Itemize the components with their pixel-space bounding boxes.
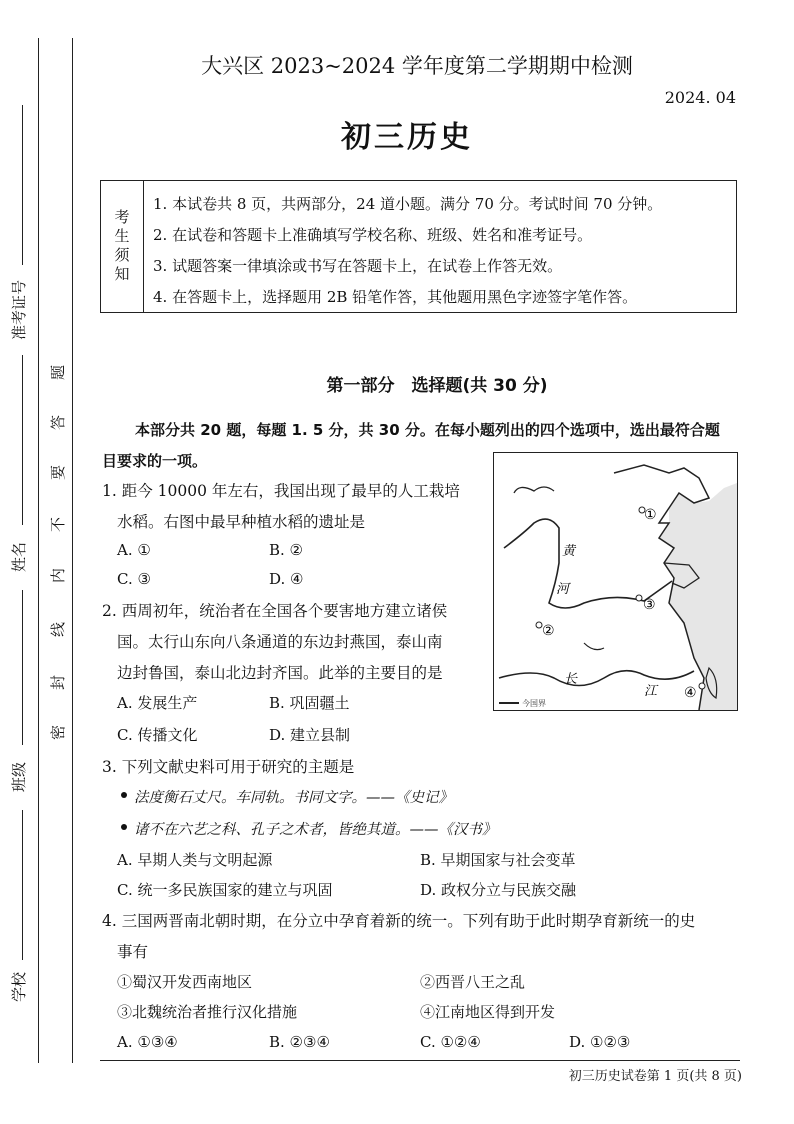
notice-item: 1. 本试卷共 8 页，共两部分，24 道小题。满分 70 分。考试时间 70 分钟。: [153, 195, 663, 213]
seal-char: 要: [49, 464, 67, 480]
river-label: 黄: [562, 544, 576, 559]
q3-option-d: D. 政权分立与民族交融: [420, 881, 577, 899]
historical-map: [493, 452, 738, 711]
margin-line-outer: [38, 38, 39, 1063]
question-2-cont: 国。太行山东向八条通道的东边封燕国，泰山南: [117, 633, 443, 651]
map-marker: ②: [542, 623, 555, 639]
section-intro-cont: 目要求的一项。: [102, 452, 208, 470]
footer-rule: [100, 1060, 740, 1061]
notice-item: 3. 试题答案一律填涂或书写在答题卡上，在试卷上作答无效。: [153, 257, 563, 275]
map-legend: 今国界: [522, 699, 546, 708]
notice-label: 考生须知: [101, 181, 144, 312]
seal-char: 不: [49, 516, 67, 532]
notice-item: 4. 在答题卡上，选择题用 2B 铅笔作答，其他题用黑色字迹签字笔作答。: [153, 288, 638, 306]
seal-char: 内: [49, 567, 67, 583]
q4-option-c: C. ①②④: [420, 1033, 481, 1051]
tributary: [514, 487, 554, 493]
q3-quote-1: 法度衡石丈尺。车同轨。书同文字。——《史记》: [134, 790, 453, 806]
q1-option-b: B. ②: [269, 541, 304, 559]
margin-label-name: 姓名: [10, 541, 28, 572]
q4-item-4: ④江南地区得到开发: [420, 1003, 556, 1021]
question-1-cont: 水稻。右图中最早种植水稻的遗址是: [117, 513, 366, 531]
q4-item-1: ①蜀汉开发西南地区: [117, 973, 253, 991]
question-2-cont: 边封鲁国，泰山北边封齐国。此举的主要目的是: [117, 664, 443, 682]
q4-option-b: B. ②③④: [269, 1033, 330, 1051]
school-underline: [22, 810, 23, 960]
river-branch: [584, 643, 604, 650]
question-4-cont: 事有: [117, 943, 149, 961]
q3-option-c: C. 统一多民族国家的建立与巩固: [117, 881, 333, 899]
q4-item-2: ②西晋八王之乱: [420, 973, 526, 991]
margin-label-exam-number: 准考证号: [10, 279, 28, 340]
map-marker: ④: [684, 685, 697, 701]
q2-option-b: B. 巩固疆土: [269, 694, 350, 712]
section-heading: 第一部分 选择题(共 30 分): [326, 376, 548, 396]
seal-char: 线: [49, 621, 67, 637]
page-footer: 初三历史试卷第 1 页(共 8 页): [568, 1069, 742, 1084]
exam-date: 2024. 04: [664, 88, 736, 107]
yellow-river: [504, 519, 672, 608]
margin-label-school: 学校: [10, 971, 28, 1002]
seal-char: 密: [49, 724, 67, 740]
section-intro: 本部分共 20 题，每题 1. 5 分，共 30 分。在每小题列出的四个选项中，选出最符合题: [135, 421, 720, 439]
question-2: 2. 西周初年，统治者在全国各个要害地方建立诸侯: [102, 602, 448, 620]
river-label: 江: [644, 684, 658, 699]
seal-char: 题: [49, 364, 67, 380]
site-dot: [699, 683, 705, 689]
q1-option-c: C. ③: [117, 570, 151, 588]
river-label: 河: [556, 582, 570, 597]
class-underline: [22, 590, 23, 745]
bullet-icon: [121, 824, 127, 830]
question-4: 4. 三国两晋南北朝时期，在分立中孕育着新的统一。下列有助于此时期孕育新统一的史: [102, 912, 696, 930]
q2-option-d: D. 建立县制: [269, 726, 351, 744]
q1-option-a: A. ①: [117, 541, 151, 559]
map-drawing: [494, 453, 737, 710]
q1-option-d: D. ④: [269, 570, 304, 588]
subject-title: 初三历史: [341, 120, 473, 155]
q4-option-d: D. ①②③: [569, 1033, 631, 1051]
q2-option-a: A. 发展生产: [117, 694, 198, 712]
q3-quote-2: 诸不在六艺之科、孔子之术者，皆绝其道。——《汉书》: [134, 822, 497, 838]
map-marker: ③: [643, 597, 656, 613]
question-1: 1. 距今 10000 年左右，我国出现了最早的人工栽培: [102, 482, 460, 500]
q4-item-3: ③北魏统治者推行汉化措施: [117, 1003, 298, 1021]
seal-char: 封: [49, 674, 67, 690]
q2-option-c: C. 传播文化: [117, 726, 198, 744]
q3-option-b: B. 早期国家与社会变革: [420, 851, 576, 869]
notice-box: [100, 180, 737, 313]
notice-item: 2. 在试卷和答题卡上准确填写学校名称、班级、姓名和准考证号。: [153, 226, 593, 244]
site-dot: [636, 595, 642, 601]
margin-label-class: 班级: [10, 761, 28, 792]
bullet-icon: [121, 792, 127, 798]
seal-char: 答: [49, 414, 67, 430]
question-3: 3. 下列文献史料可用于研究的主题是: [102, 758, 355, 776]
margin-line-inner: [72, 38, 73, 1063]
river-label: 长: [564, 672, 578, 687]
yangtze-river: [499, 671, 694, 686]
exam-title: 大兴区 2023~2024 学年度第二学期期中检测: [201, 54, 633, 78]
map-marker: ①: [644, 507, 657, 523]
q3-option-a: A. 早期人类与文明起源: [117, 851, 273, 869]
q4-option-a: A. ①③④: [117, 1033, 178, 1051]
